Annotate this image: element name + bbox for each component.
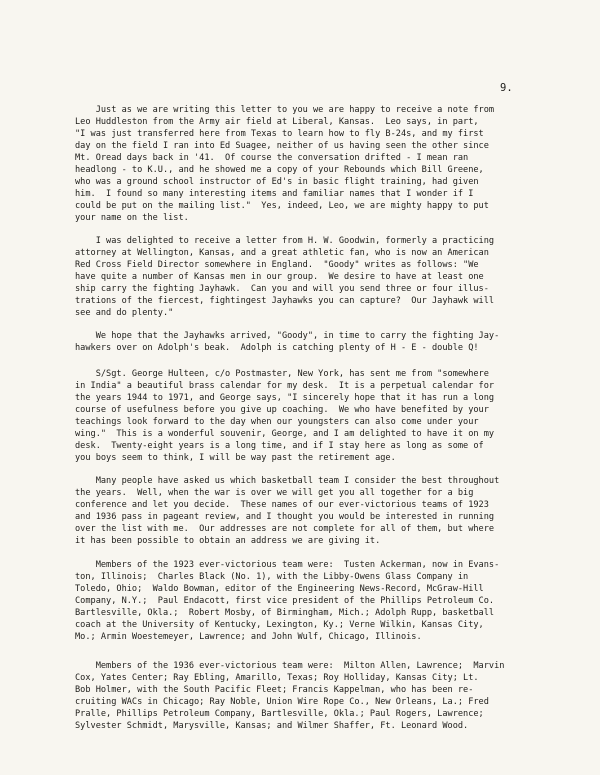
paragraph-huddleston: Just as we are writing this letter to you we are happy to receive a note from Leo Huddleston from the Army air field at Liberal, Kansas. Leo says, in part, "I was just transferred here from Texas to learn how to fly B-24s, and my first day on the field I ran into Ed Suagee, neither of us having seen the other since Mt. Oread days back in '41. Of course the conversation drifted - I mean ran headlong - to K.U., and he showed me a copy of your Rebounds which Bill Greene, who was a ground school instructor of Ed's in basic flight training, had given him. I found so many interesting items and familiar names that I wonder if I could be put on the mailing list." Yes, indeed, Leo, we are mighty happy to put your name on the list. [75, 105, 495, 223]
paragraph-jayhawks: We hope that the Jayhawks arrived, "Goody", in time to carry the fighting Jay- hawkers over on Adolph's beak. Adolph is catching plenty of H - E - double Q! [75, 331, 500, 353]
paragraph-1936-team: Members of the 1936 ever-victorious team were: Milton Allen, Lawrence; Marvin Cox, Yates Center; Ray Ebling, Amarillo, Texas; Roy Holliday, Kansas City; Lt. Bob Holmer, with the South Pacific Fleet; Francis Kappelman, who has been re- cruiting WACs in Chicago; Ray Noble, Union Wire Rope Co., New Orleans, La.; Fred Pralle, Phillips Petroleum Company, Bartlesville, Okla.; Paul Rogers, Lawrence; Sylvester Schmidt, Marysville, Kansas; and Wilmer Shaffer, Ft. Leonard Wood. [75, 661, 505, 731]
page-number: 9. [500, 82, 513, 94]
paragraph-1923-team: Members of the 1923 ever-victorious team were: Tusten Ackerman, now in Evans- ton, Illinois; Charles Black (No. 1), with the Libby-Owens Glass Company in Toledo, Ohio; Waldo Bowman, editor of the Engineering News-Record, McGraw-Hill Company, N.Y.; Paul Endacott, first vice president of the Phillips Petroleum Co. Bartlesville, Okla.; Robert Mosby, of Birmingham, Mich.; Adolph Rupp, basketball coach at the University of Kentucky, Lexington, Ky.; Verne Wilkin, Kansas City, Mo.; Armin Woestemeyer, Lawrence; and John Wulf, Chicago, Illinois. [75, 560, 500, 642]
paragraph-hulteen: S/Sgt. George Hulteen, c/o Postmaster, New York, has sent me from "somewhere in India" a beautiful brass calendar for my desk. It is a perpetual calendar for the years 1944 to 1971, and George says, "I sincerely hope that it has run a long course of usefulness before you give up coaching. We who have benefited by your teachings look forward to the day when our youngsters can also come under your wing." This is a wonderful souvenir, George, and I am delighted to have it on my desk. Twenty-eight years is a long time, and if I stay here as long as some of you boys seem to think, I will be way past the retirement age. [75, 369, 495, 463]
paragraph-best-team: Many people have asked us which basketball team I consider the best throughout the years. Well, when the war is over we will get you all together for a big conference and let you decide. These names of our ever-victorious teams of 1923 and 1936 pass in pageant review, and I thought you would be interested in running over the list with me. Our addresses are not complete for all of them, but where it has been possible to obtain an address we are giving it. [75, 476, 500, 546]
paragraph-goodwin: I was delighted to receive a letter from H. W. Goodwin, formerly a practicing attorney at Wellington, Kansas, and a great athletic fan, who is now an American Red Cross Field Director somewhere in England. "Goody" writes as follows: "We have quite a number of Kansas men in our group. We desire to have at least one ship carry the fighting Jayhawk. Can you and will you send three or four illus- trations of the fiercest, fightingest Jayhawks you can capture? Our Jayhawk will see and do plenty." [75, 236, 495, 318]
